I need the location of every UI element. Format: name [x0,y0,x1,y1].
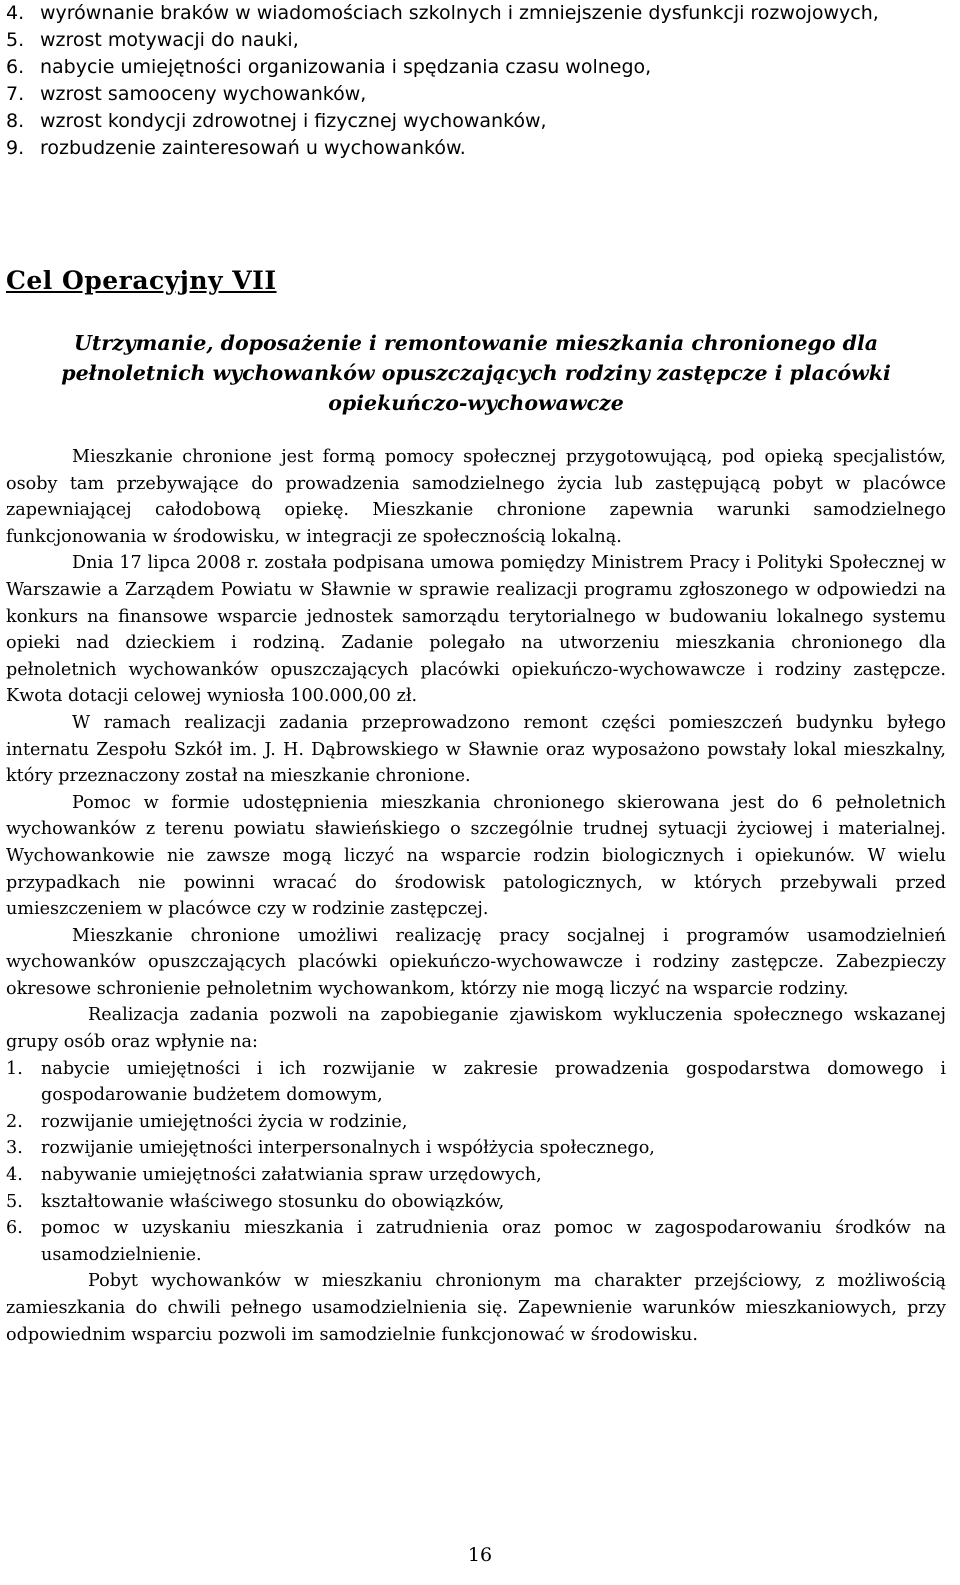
list-item [6,1162,946,1189]
section-heading: Cel Operacyjny VII [6,266,277,295]
list-item [6,1135,946,1162]
outcomes-list-continued [6,0,946,162]
body-text [6,444,946,1348]
list-text: pomoc w uzyskaniu mieszkania i zatrudnienia oraz pomoc w zagospodarowaniu środków na usamodzielnienie. [41,1218,946,1265]
list-item [6,1109,946,1136]
list-text: rozwijanie umiejętności interpersonalnych i współżycia społecznego, [41,1138,655,1159]
list-text: nabycie umiejętności organizowania i spędzania czasu wolnego, [40,56,652,78]
list-number: 9. [6,137,25,159]
effects-list [6,1056,946,1269]
closing-paragraph: Pobyt wychowanków w mieszkaniu chronionym ma charakter przejściowy, z możliwością zamieszkania do chwili pełnego usamodzielnienia się. Zapewnienie warunków mieszkaniowych, przy odpowiednim wsparciu pozwoli im samodzielnie funkcjonować w środowisku. [6,1271,946,1345]
list-number: 5. [6,1191,23,1212]
list-text: kształtowanie właściwego stosunku do obowiązków, [41,1191,505,1212]
paragraph: W ramach realizacji zadania przeprowadzono remont części pomieszczeń budynku byłego internatu Zespołu Szkół im. J. H. Dąbrowskiego w Sławnie oraz wyposażono powstały lokal mieszkalny, który przeznaczony został na mieszkanie chronione. [6,712,946,787]
list-number: 6. [6,1218,23,1239]
list-text: rozbudzenie zainteresowań u wychowanków. [40,137,466,159]
list-text: wzrost motywacji do nauki, [40,29,299,51]
list-number: 1. [6,1058,23,1079]
paragraph: Mieszkanie chronione jest formą pomocy społecznej przygotowującą, pod opieką specjalistów, osoby tam przebywające do prowadzenia samodzielnego życia lub zastępującą pobyt w placówce zapewniającej całodobową opiekę. Mieszkanie chronione zapewnia warunki samodzielnego funkcjonowania w środowisku, w integracji ze społecznością lokalną. [6,447,946,547]
list-text: wzrost samooceny wychowanków, [40,83,367,105]
list-number: 5. [6,29,25,51]
list-item [6,1215,946,1268]
list-number: 7. [6,83,25,105]
list-number: 4. [6,1165,23,1186]
list-item [6,135,946,162]
list-number: 2. [6,1111,23,1132]
list-text: rozwijanie umiejętności życia w rodzinie, [41,1111,408,1132]
list-text: wyrównanie braków w wiadomościach szkolnych i zmniejszenie dysfunkcji rozwojowych, [40,2,879,24]
list-number: 8. [6,110,25,132]
paragraph: Pomoc w formie udostępnienia mieszkania chronionego skierowana jest do 6 pełnoletnich wychowanków z terenu powiatu sławieńskiego o szczególnie trudnej sytuacji życiowej i materialnej. Wychowankowie nie zawsze mogą liczyć na wsparcie rodzin biologicznych i opiekunów. W wielu przypadkach nie powinni wracać do środowisk patologicznych, w których przebywali przed umieszczeniem w placówce czy w rodzinie zastępczej. [6,792,946,920]
paragraph: Dnia 17 lipca 2008 r. została podpisana umowa pomiędzy Ministrem Pracy i Polityki Społecznej w Warszawie a Zarządem Powiatu w Sławnie w sprawie realizacji programu zgłoszonego w odpowiedzi na konkurs na finansowe wsparcie jednostek samorządu terytorialnego w budowaniu lokalnego systemu opieki nad dzieckiem i rodziną. Zadanie polegało na utworzeniu mieszkania chronionego dla pełnoletnich wychowanków opuszczających placówki opiekuńczo-wychowawcze i rodziny zastępcze. Kwota dotacji celowej wyniosła 100.000,00 zł. [6,553,946,707]
page-number: 16 [467,1544,493,1566]
list-number: 3. [6,1138,23,1159]
section-subtitle: Utrzymanie, doposażenie i remontowanie mieszkania chronionego dla pełnoletnich wychowanków opuszczających rodziny zastępcze i placówki opiekuńczo-wychowawcze [61,331,891,415]
paragraph: Mieszkanie chronione umożliwi realizację pracy socjalnej i programów usamodzielnień wychowanków opuszczających placówki opiekuńczo-wychowawcze i rodziny zastępcze. Zabezpieczy okresowe schronienie pełnoletnim wychowankom, którzy nie mogą liczyć na wsparcie rodziny. [6,925,946,999]
list-text: wzrost kondycji zdrowotnej i fizycznej wychowanków, [40,110,547,132]
list-item [6,27,946,54]
list-text: nabywanie umiejętności załatwiania spraw urzędowych, [41,1165,542,1186]
list-item [6,1056,946,1109]
list-number: 4. [6,2,25,24]
list-item [6,0,946,27]
paragraph: Realizacja zadania pozwoli na zapobieganie zjawiskom wykluczenia społecznego wskazanej grupy osób oraz wpłynie na: [6,1005,946,1053]
list-number: 6. [6,56,25,78]
list-item [6,1189,946,1216]
list-text: nabycie umiejętności i ich rozwijanie w zakresie prowadzenia gospodarstwa domowego i gospodarowanie budżetem domowym, [41,1058,946,1106]
list-item [6,108,946,135]
list-item [6,54,946,81]
list-item [6,81,946,108]
